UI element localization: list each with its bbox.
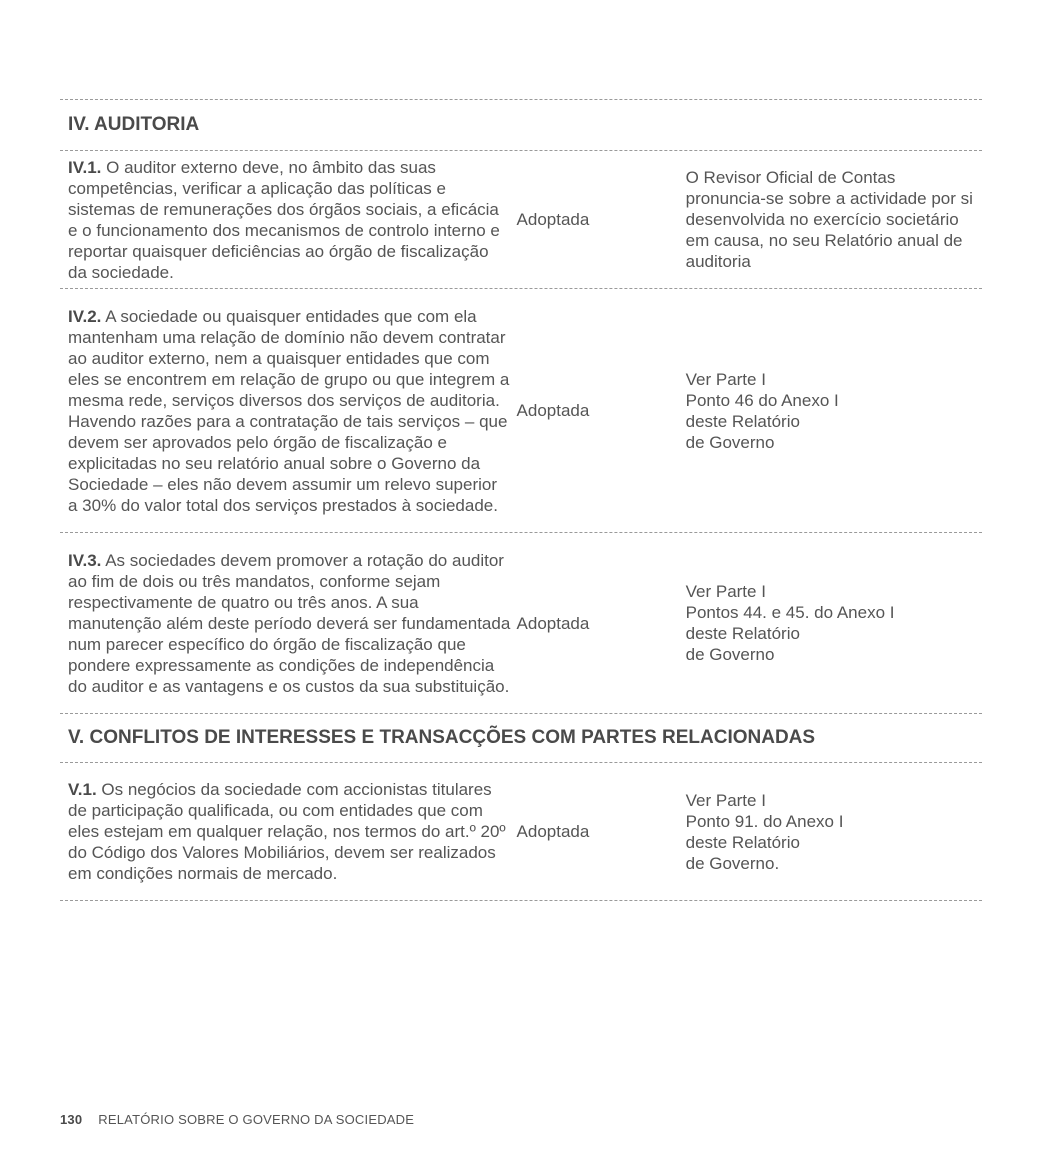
table-row [60, 151, 982, 288]
recommendation-body: O auditor externo deve, no âmbito das suas competências, verificar a aplicação das políticas e sistemas de remunerações dos órgãos sociais, a eficácia e o funcionamento dos mecanismos de controlo interno e reportar quaisquer deficiências ao órgão de fiscalização da sociedade. [68, 157, 500, 282]
page-footer [60, 1112, 414, 1127]
recommendation-ref: V.1. [68, 780, 97, 799]
recommendation-text [68, 550, 511, 697]
status-cell: Adoptada [516, 401, 590, 420]
status-cell: Adoptada [516, 210, 590, 229]
comment-cell: Ver Parte I Ponto 91. do Anexo I deste Relatório de Governo. [685, 790, 844, 873]
table-row [60, 289, 982, 532]
comment-cell: Ver Parte I Ponto 46 do Anexo I deste Relatório de Governo [685, 369, 839, 452]
comment-cell: O Revisor Oficial de Contas pronuncia-se sobre a actividade por si desenvolvida no exercício societário em causa, no seu Relatório anual de auditoria [685, 168, 973, 271]
table-row [60, 533, 982, 713]
recommendation-text [68, 306, 511, 516]
footer-title: RELATÓRIO SOBRE O GOVERNO DA SOCIEDADE [98, 1112, 415, 1127]
recommendation-ref: IV.3. [68, 550, 102, 570]
status-cell: Adoptada [516, 822, 590, 841]
section-heading-conflitos: V. CONFLITOS DE INTERESSES E TRANSACÇÕES COM PARTES RELACIONADAS [68, 727, 816, 748]
page-number: 130 [60, 1112, 83, 1127]
comment-cell: Ver Parte I Pontos 44. e 45. do Anexo I deste Relatório de Governo [685, 582, 895, 664]
recommendation-body: A sociedade ou quaisquer entidades que com ela mantenham uma relação de domínio não devem contratar ao auditor externo, nem a quaisquer entidades que com eles se encontrem em relação de grupo ou que integrem a mesma rede, serviços diversos dos serviços de auditoria. Havendo razões para a contratação de tais serviços – que devem ser aprovados pelo órgão de fiscalização e explicitadas no seu relatório anual sobre o Governo da Sociedade – eles não devem assumir um relevo superior a 30% do valor total dos serviços prestados à sociedade. [68, 306, 510, 515]
recommendation-ref: IV.2. [68, 306, 102, 326]
recommendations-table [60, 99, 982, 901]
table-row [60, 763, 982, 900]
section-heading-auditoria: IV. AUDITORIA [68, 114, 200, 135]
recommendation-ref: IV.1. [68, 157, 102, 177]
recommendation-text [68, 779, 511, 884]
status-cell: Adoptada [516, 613, 590, 633]
recommendation-text [68, 157, 511, 283]
divider [60, 900, 982, 901]
recommendation-body: As sociedades devem promover a rotação do auditor ao fim de dois ou três mandatos, conforme sejam respectivamente de quatro ou três anos. A sua manutenção além deste período deverá ser fundamentada num parecer específico do órgão de fiscalização que pondere expressamente as condições de independência do auditor e as vantagens e os custos da sua substituição. [68, 550, 511, 696]
recommendation-body: Os negócios da sociedade com accionistas titulares de participação qualificada, ou com entidades que com eles estejam em qualquer relação, nos termos do art.º 20º do Código dos Valores Mobiliários, devem ser realizados em condições normais de mercado. [68, 780, 506, 883]
